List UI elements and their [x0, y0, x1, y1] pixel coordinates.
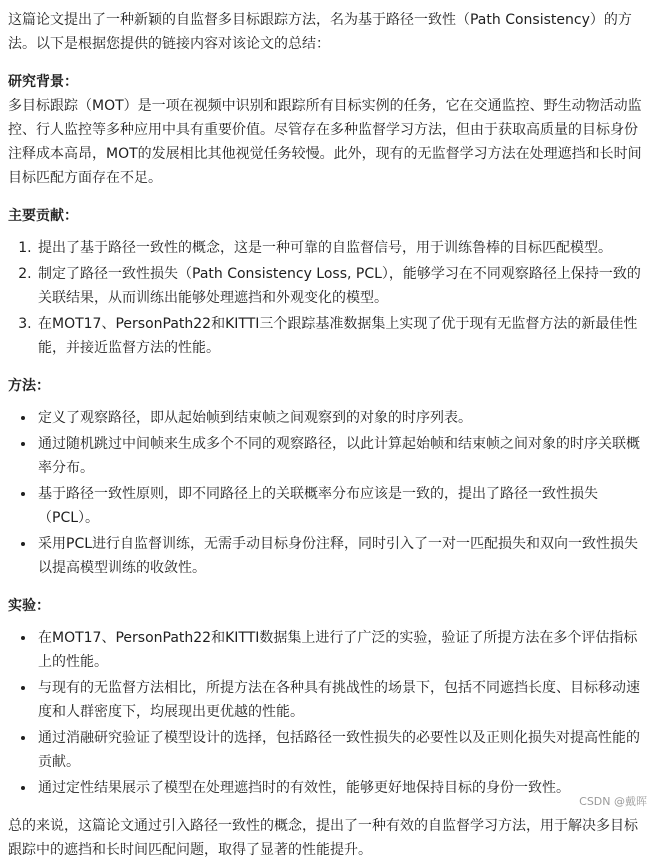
article-body [8, 8, 648, 862]
conclusion-paragraph: 总的来说，这篇论文通过引入路径一致性的概念，提出了一种有效的自监督学习方法，用于解决多目标跟踪中的遮挡和长时间匹配问题，取得了显著的性能提升。 [8, 818, 638, 858]
method-item: • 定义了观察路径，即从起始帧到结束帧之间观察到的对象的时序列表。 [36, 406, 648, 430]
contribution-item: 2. 制定了路径一致性损失（Path Consistency Loss, PCL），能够学习在不同观察路径上保持一致的关联结果，从而训练出能够处理遮挡和外观变化的模型。 [36, 262, 648, 310]
background-paragraph: 多目标跟踪（MOT）是一项在视频中识别和跟踪所有目标实例的任务，它在交通监控、野生动物活动监控、行人监控等多种应用中具有重要价值。尽管存在多种监督学习方法，但由于获取高质量的目标身份注释成本高昂，MOT的发展相比其他视觉任务较慢。此外，现有的无监督学习方法在处理遮挡和长时间目标匹配方面存在不足。 [8, 98, 642, 186]
background-heading: 研究背景： [8, 74, 78, 90]
methods-list [8, 406, 648, 580]
contribution-item: 1. 提出了基于路径一致性的概念，这是一种可靠的自监督信号，用于训练鲁棒的目标匹配模型。 [36, 236, 648, 260]
experiments-list [8, 626, 648, 800]
methods-heading: 方法： [8, 378, 50, 394]
contributions-list [8, 236, 648, 360]
method-item: • 采用PCL进行自监督训练，无需手动目标身份注释，同时引入了一对一匹配损失和双向一致性损失以提高模型训练的收敛性。 [36, 532, 648, 580]
contribution-item: 3. 在MOT17、PersonPath22和KITTI三个跟踪基准数据集上实现了优于现有无监督方法的新最佳性能，并接近监督方法的性能。 [36, 312, 648, 360]
experiments-heading: 实验： [8, 598, 50, 614]
csdn-watermark: CSDN @戴晖 [579, 795, 647, 808]
experiment-item: • 与现有的无监督方法相比，所提方法在各种具有挑战性的场景下，包括不同遮挡长度、目标移动速度和人群密度下，均展现出更优越的性能。 [36, 676, 648, 724]
method-item: • 基于路径一致性原则，即不同路径上的关联概率分布应该是一致的，提出了路径一致性损失（PCL）。 [36, 482, 648, 530]
method-item: • 通过随机跳过中间帧来生成多个不同的观察路径，以此计算起始帧和结束帧之间对象的时序关联概率分布。 [36, 432, 648, 480]
intro-paragraph: 这篇论文提出了一种新颖的自监督多目标跟踪方法，名为基于路径一致性（Path Consistency）的方法。以下是根据您提供的链接内容对该论文的总结： [8, 12, 632, 52]
contributions-heading: 主要贡献： [8, 208, 78, 224]
experiment-item: • 通过消融研究验证了模型设计的选择，包括路径一致性损失的必要性以及正则化损失对提高性能的贡献。 [36, 726, 648, 774]
experiment-item: • 在MOT17、PersonPath22和KITTI数据集上进行了广泛的实验，验证了所提方法在多个评估指标上的性能。 [36, 626, 648, 674]
experiment-item: • 通过定性结果展示了模型在处理遮挡时的有效性，能够更好地保持目标的身份一致性。 [36, 776, 648, 800]
